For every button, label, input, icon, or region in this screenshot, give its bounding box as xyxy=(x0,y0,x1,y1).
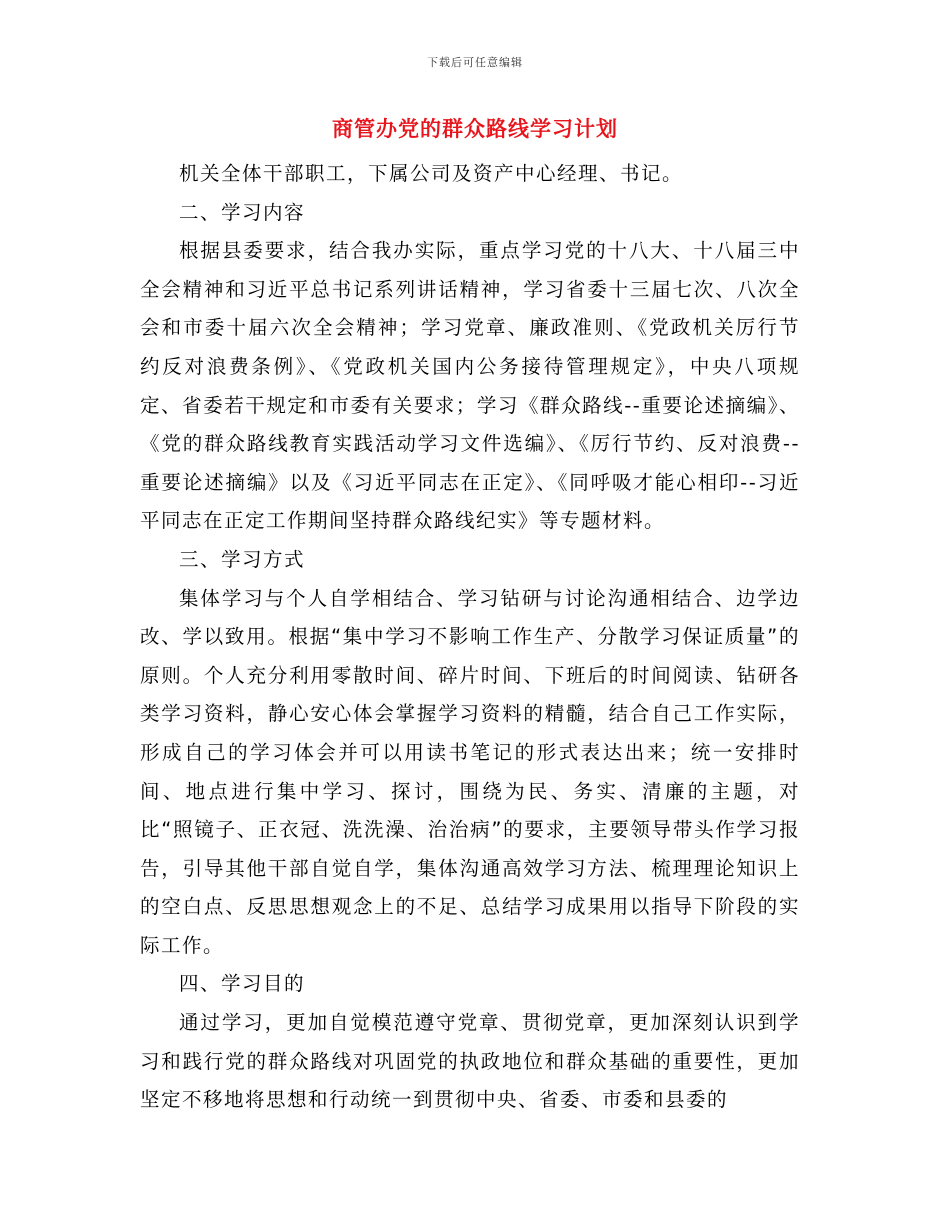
section-heading-content: 二、学习内容 xyxy=(179,200,306,224)
section-heading-method: 三、学习方式 xyxy=(179,547,306,571)
section-paragraph-purpose: 通过学习，更加自觉模范遵守党章、贯彻党章，更加深刻认识到学习和践行党的群众路线对巩固党的执政地位和群众基础的重要性，更加坚定不移地将思想和行动统一到贯彻中央、省委、市委和县委的 xyxy=(140,1011,800,1112)
section-paragraph-method: 集体学习与个人自学相结合、学习钻研与讨论沟通相结合、边学边改、学以致用。根据“集中学习不影响工作生产、分散学习保证质量”的原则。个人充分利用零散时间、碎片时间、下班后的时间阅读、钻研各类学习资料，静心安心体会掌握学习资料的精髓，结合自己工作实际，形成自己的学习体会并可以用读书笔记的形式表达出来；统一安排时间、地点进行集中学习、探讨，围绕为民、务实、清廉的主题，对比“照镜子、正衣冠、洗洗澡、治治病”的要求，主要领导带头作学习报告，引导其他干部自觉自学，集体沟通高效学习方法、梳理理论知识上的空白点、反思思想观念上的不足、总结学习成果用以指导下阶段的实际工作。 xyxy=(140,586,800,957)
section-heading-purpose: 四、学习目的 xyxy=(179,972,306,996)
header-note: 下载后可任意编辑 xyxy=(427,56,523,69)
document-title: 商管办党的群众路线学习计划 xyxy=(332,117,618,141)
intro-paragraph: 机关全体干部职工，下属公司及资产中心经理、书记。 xyxy=(179,162,684,185)
section-paragraph-content: 根据县委要求，结合我办实际，重点学习党的十八大、十八届三中全会精神和习近平总书记系列讲话精神，学习省委十三届七次、八次全会和市委十届六次全会精神；学习党章、廉政准则、《党政机关厉行节约反对浪费条例》、《党政机关国内公务接待管理规定》，中央八项规定、省委若干规定和市委有关要求；学习《群众路线--重要论述摘编》、《党的群众路线教育实践活动学习文件选编》、《厉行节约、反对浪费--重要论述摘编》以及《习近平同志在正定》、《同呼吸才能心相印--习近平同志在正定工作期间坚持群众路线纪实》等专题材料。 xyxy=(140,239,800,533)
document-body xyxy=(140,155,800,1120)
